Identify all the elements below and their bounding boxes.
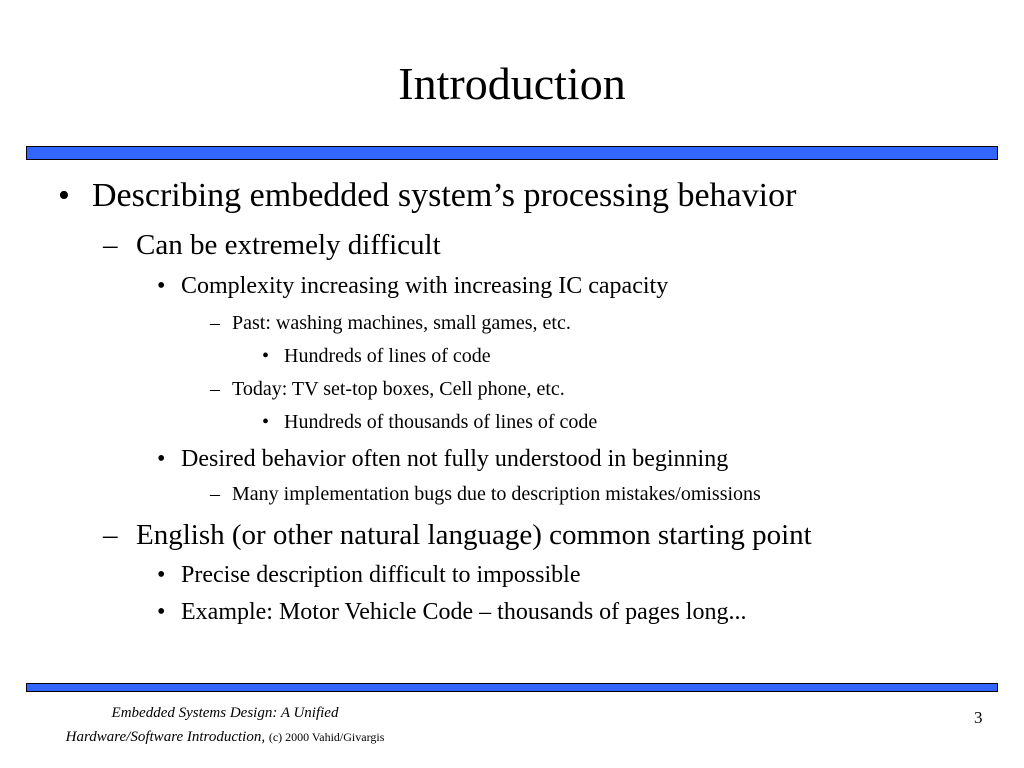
bullet-marker: •	[157, 446, 166, 472]
list-item-text: Hundreds of thousands of lines of code	[284, 411, 598, 433]
dash-marker: –	[103, 229, 118, 261]
list-item-text: Past: washing machines, small games, etc.	[232, 312, 571, 334]
bullet-marker: •	[262, 411, 270, 433]
title-divider-bar	[26, 146, 998, 160]
footer-citation	[0, 701, 450, 749]
footer-book-title-line1: Embedded Systems Design: A Unified	[111, 705, 339, 721]
page-number: 3	[974, 708, 983, 727]
bullet-marker: •	[157, 273, 166, 299]
list-item-text: English (or other natural language) common starting point	[136, 519, 812, 551]
bullet-marker: •	[262, 345, 270, 367]
list-item-text: Describing embedded system’s processing behavior	[92, 177, 797, 214]
list-item-text: Many implementation bugs due to description mistakes/omissions	[232, 483, 761, 505]
list-item-text: Desired behavior often not fully understood in beginning	[181, 446, 729, 472]
bullet-marker: •	[157, 599, 166, 625]
bullet-marker: •	[157, 562, 166, 588]
list-item-text: Example: Motor Vehicle Code – thousands of pages long...	[181, 599, 747, 625]
dash-marker: –	[210, 312, 220, 334]
list-item-text: Today: TV set-top boxes, Cell phone, etc.	[232, 378, 565, 400]
dash-marker: –	[210, 483, 220, 505]
list-item-text: Hundreds of lines of code	[284, 345, 491, 367]
footer-copyright: (c) 2000 Vahid/Givargis	[268, 730, 385, 744]
slide-title: Introduction	[398, 58, 626, 109]
dash-marker: –	[103, 519, 118, 551]
list-item-text: Precise description difficult to impossible	[181, 562, 581, 588]
footer-divider-bar	[26, 683, 998, 692]
list-item-text: Complexity increasing with increasing IC capacity	[181, 273, 669, 299]
footer-line2	[0, 725, 450, 749]
dash-marker: –	[210, 378, 220, 400]
list-item-text: Can be extremely difficult	[136, 229, 441, 261]
footer-book-title-line2: Hardware/Software Introduction,	[65, 729, 266, 745]
bullet-marker: •	[58, 177, 70, 214]
